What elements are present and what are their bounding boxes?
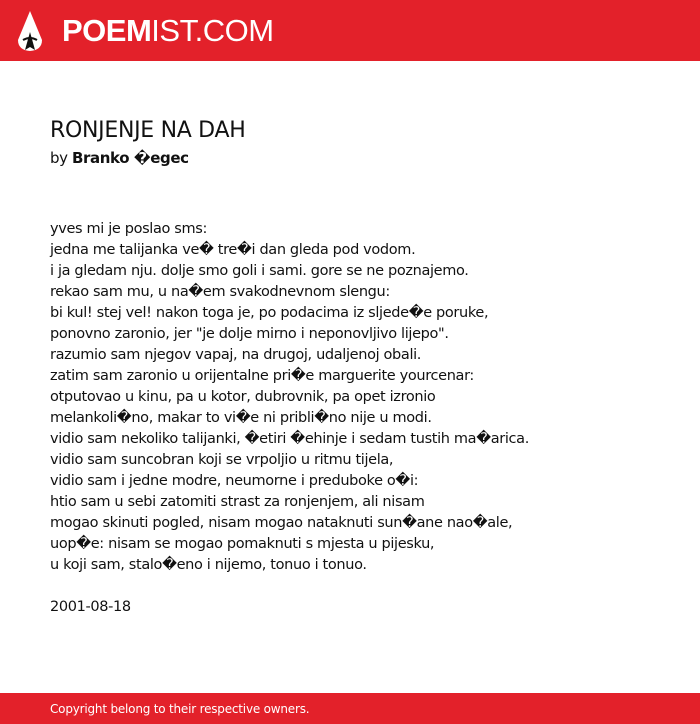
- copyright-notice: Copyright belong to their respective owners.: [50, 702, 310, 716]
- poem-line: otputovao u kinu, pa u kotor, dubrovnik, pa opet izronio: [50, 389, 436, 405]
- poem-line: mogao skinuti pogled, nisam mogao nataknuti sun�ane nao�ale,: [50, 515, 513, 531]
- poem-date: 2001-08-18: [50, 599, 131, 615]
- poem-line: htio sam u sebi zatomiti strast za ronjenjem, ali nisam: [50, 494, 425, 510]
- poem-line: uop�e: nisam se mogao pomaknuti s mjesta u pijesku,: [50, 536, 435, 552]
- brand-light-text: IST.COM: [151, 13, 274, 48]
- poem-line: zatim sam zaronio u orijentalne pri�e marguerite yourcenar:: [50, 368, 474, 384]
- poem-author: Branko �egec: [71, 149, 189, 167]
- poem-line: razumio sam njegov vapaj, na drugoj, udaljenoj obali.: [50, 347, 422, 363]
- poem-line: rekao sam mu, u na�em svakodnevnom slengu:: [50, 284, 390, 300]
- site-header: [0, 0, 700, 61]
- site-logo-link[interactable]: [62, 11, 274, 51]
- poem-byline: [50, 148, 189, 168]
- poem-line: ponovno zaronio, jer "je dolje mirno i neponovljivo lijepo".: [50, 326, 449, 342]
- poem-line: i ja gledam nju. dolje smo goli i sami. gore se ne poznajemo.: [50, 263, 469, 279]
- poem-line: jedna me talijanka ve� tre�i dan gleda pod vodom.: [50, 242, 416, 258]
- site-footer: [0, 693, 700, 724]
- brand-bold-text: POEM: [62, 13, 152, 48]
- poem-body: [50, 219, 670, 576]
- poem-line: vidio sam i jedne modre, neumorne i preduboke o�i:: [50, 473, 419, 489]
- by-label: by: [50, 149, 68, 167]
- poem-line: vidio sam nekoliko talijanki, �etiri �ehinje i sedam tustih ma�arica.: [50, 431, 529, 447]
- poem-title: RONJENJE NA DAH: [50, 118, 246, 143]
- poem-line: u koji sam, stalo�eno i nijemo, tonuo i tonuo.: [50, 557, 367, 573]
- poem-line: melankoli�no, makar to vi�e ni pribli�no nije u modi.: [50, 410, 432, 426]
- poem-line: vidio sam suncobran koji se vrpoljio u ritmu tijela,: [50, 452, 394, 468]
- poem-line: bi kul! stej vel! nakon toga je, po podacima iz sljede�e poruke,: [50, 305, 489, 321]
- poem-line: yves mi je poslao sms:: [50, 221, 208, 237]
